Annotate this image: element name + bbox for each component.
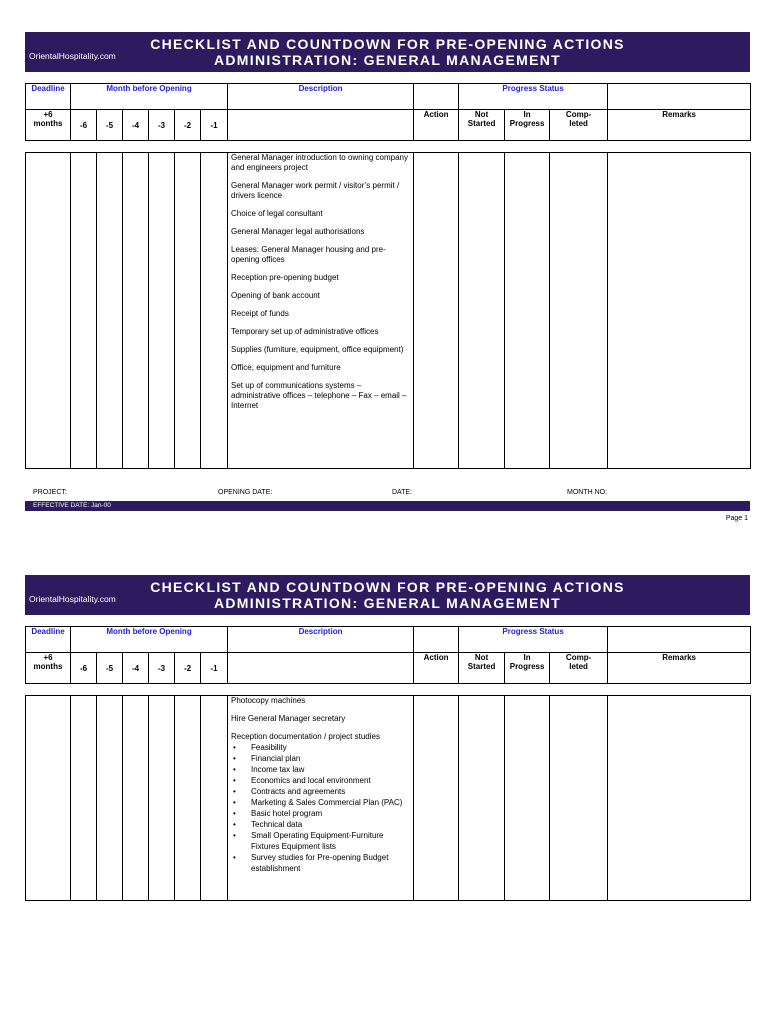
remarks-cell [608,153,751,469]
month-minus-2: -2 [175,653,201,684]
deadline-months-cell: +6 months [26,110,71,141]
site-name: OrientalHospitality.com [29,594,116,604]
remarks-header: Remarks [608,110,751,141]
remarks-header: Remarks [608,653,751,684]
month-cell [97,153,123,469]
list-item: Temporary set up of administrative offices [231,327,379,336]
month-minus-3: -3 [149,110,175,141]
bullet-item: • Feasibility [251,742,410,753]
project-label: PROJECT: [33,489,67,496]
not-started-cell [459,153,505,469]
remarks-cell [608,696,751,901]
opening-date-label: OPENING DATE: [218,489,273,496]
list-item: Photocopy machines [231,696,306,705]
remarks-header-top [608,627,751,653]
remarks-header-top [608,84,751,110]
description-header: Description [228,84,414,110]
in-progress-cell [505,696,550,901]
month-minus-6: -6 [71,110,97,141]
document-title: CHECKLIST AND COUNTDOWN FOR PRE-OPENING ACTIONS [150,579,625,595]
month-cell [123,153,149,469]
deadline-cell [26,696,71,901]
not-started-header: Not Started [459,653,505,684]
month-cell [97,696,123,901]
date-label: DATE: [392,489,413,496]
action-header: Action [414,653,459,684]
list-item: Reception pre-opening budget [231,273,339,282]
progress-status-header: Progress Status [459,84,608,110]
header-banner [25,32,750,72]
list-item: Set up of communications systems – administrative offices – telephone – Fax – email – Internet [231,381,407,410]
list-item: Supplies (furniture, equipment, office equipment) [231,345,404,354]
list-item: General Manager work permit / visitor’s permit / drivers licence [231,181,400,200]
month-cell [149,696,175,901]
bullet-item: • Marketing & Sales Commercial Plan (PAC) [251,797,410,808]
list-item: Opening of bank account [231,291,320,300]
in-progress-header: In Progress [505,653,550,684]
deadline-header: Deadline [26,84,71,110]
header-banner [25,575,750,615]
checklist-body-table [25,695,751,901]
bullet-item: • Small Operating Equipment-Furniture Fixtures Equipment lists [251,830,410,852]
description-list [228,696,414,901]
action-cell [414,696,459,901]
month-minus-1: -1 [201,653,228,684]
deadline-header: Deadline [26,627,71,653]
month-minus-5: -5 [97,653,123,684]
month-minus-5: -5 [97,110,123,141]
checklist-body-table [25,152,751,469]
progress-status-header: Progress Status [459,627,608,653]
month-no-label: MONTH NO: [567,489,608,496]
list-item: Hire General Manager secretary [231,714,346,723]
site-name: OrientalHospitality.com [29,51,116,61]
bullet-item: • Technical data [251,819,410,830]
action-header-top [414,627,459,653]
description-subheader [228,110,414,141]
completed-header: Comp- leted [550,110,608,141]
list-item: Office, equipment and furniture [231,363,341,372]
list-item: Choice of legal consultant [231,209,323,218]
description-list [228,153,414,469]
bullet-item: • Financial plan [251,753,410,764]
action-header: Action [414,110,459,141]
list-item: Reception documentation / project studies [231,732,380,741]
description-header: Description [228,627,414,653]
action-cell [414,153,459,469]
month-before-opening-header: Month before Opening [71,627,228,653]
document-subtitle: ADMINISTRATION: GENERAL MANAGEMENT [213,52,561,68]
not-started-cell [459,696,505,901]
bullet-item: • Income tax law [251,764,410,775]
month-minus-3: -3 [149,653,175,684]
completed-header: Comp- leted [550,653,608,684]
month-cell [149,153,175,469]
action-header-top [414,84,459,110]
month-minus-4: -4 [123,110,149,141]
not-started-header: Not Started [459,110,505,141]
month-cell [201,696,228,901]
month-minus-4: -4 [123,653,149,684]
month-before-opening-header: Month before Opening [71,84,228,110]
bullet-item: • Basic hotel program [251,808,410,819]
month-minus-6: -6 [71,653,97,684]
bullet-item: • Contracts and agreements [251,786,410,797]
deadline-months-cell: +6 months [26,653,71,684]
month-cell [71,696,97,901]
description-subheader [228,653,414,684]
list-item: General Manager introduction to owning company and engineers project [231,153,408,172]
list-item: General Manager legal authorisations [231,227,365,236]
month-cell [71,153,97,469]
document-subtitle: ADMINISTRATION: GENERAL MANAGEMENT [213,595,561,611]
completed-cell [550,696,608,901]
bullet-item: • Survey studies for Pre-opening Budget establishment [251,852,410,874]
completed-cell [550,153,608,469]
month-cell [123,696,149,901]
checklist-header-table [25,626,751,684]
month-cell [175,153,201,469]
page-number: Page 1 [725,515,748,522]
list-item: Leases: General Manager housing and pre-opening offices [231,245,386,264]
bullet-item: • Economics and local environment [251,775,410,786]
in-progress-header: In Progress [505,110,550,141]
checklist-header-table [25,83,751,141]
list-item: Receipt of funds [231,309,289,318]
document-title: CHECKLIST AND COUNTDOWN FOR PRE-OPENING ACTIONS [150,36,625,52]
month-cell [201,153,228,469]
month-minus-2: -2 [175,110,201,141]
effective-date: EFFECTIVE DATE: Jan-00 [33,502,111,509]
in-progress-cell [505,153,550,469]
month-cell [175,696,201,901]
studies-bullet-list [231,742,410,874]
month-minus-1: -1 [201,110,228,141]
effective-date-bar [25,501,750,511]
deadline-cell [26,153,71,469]
